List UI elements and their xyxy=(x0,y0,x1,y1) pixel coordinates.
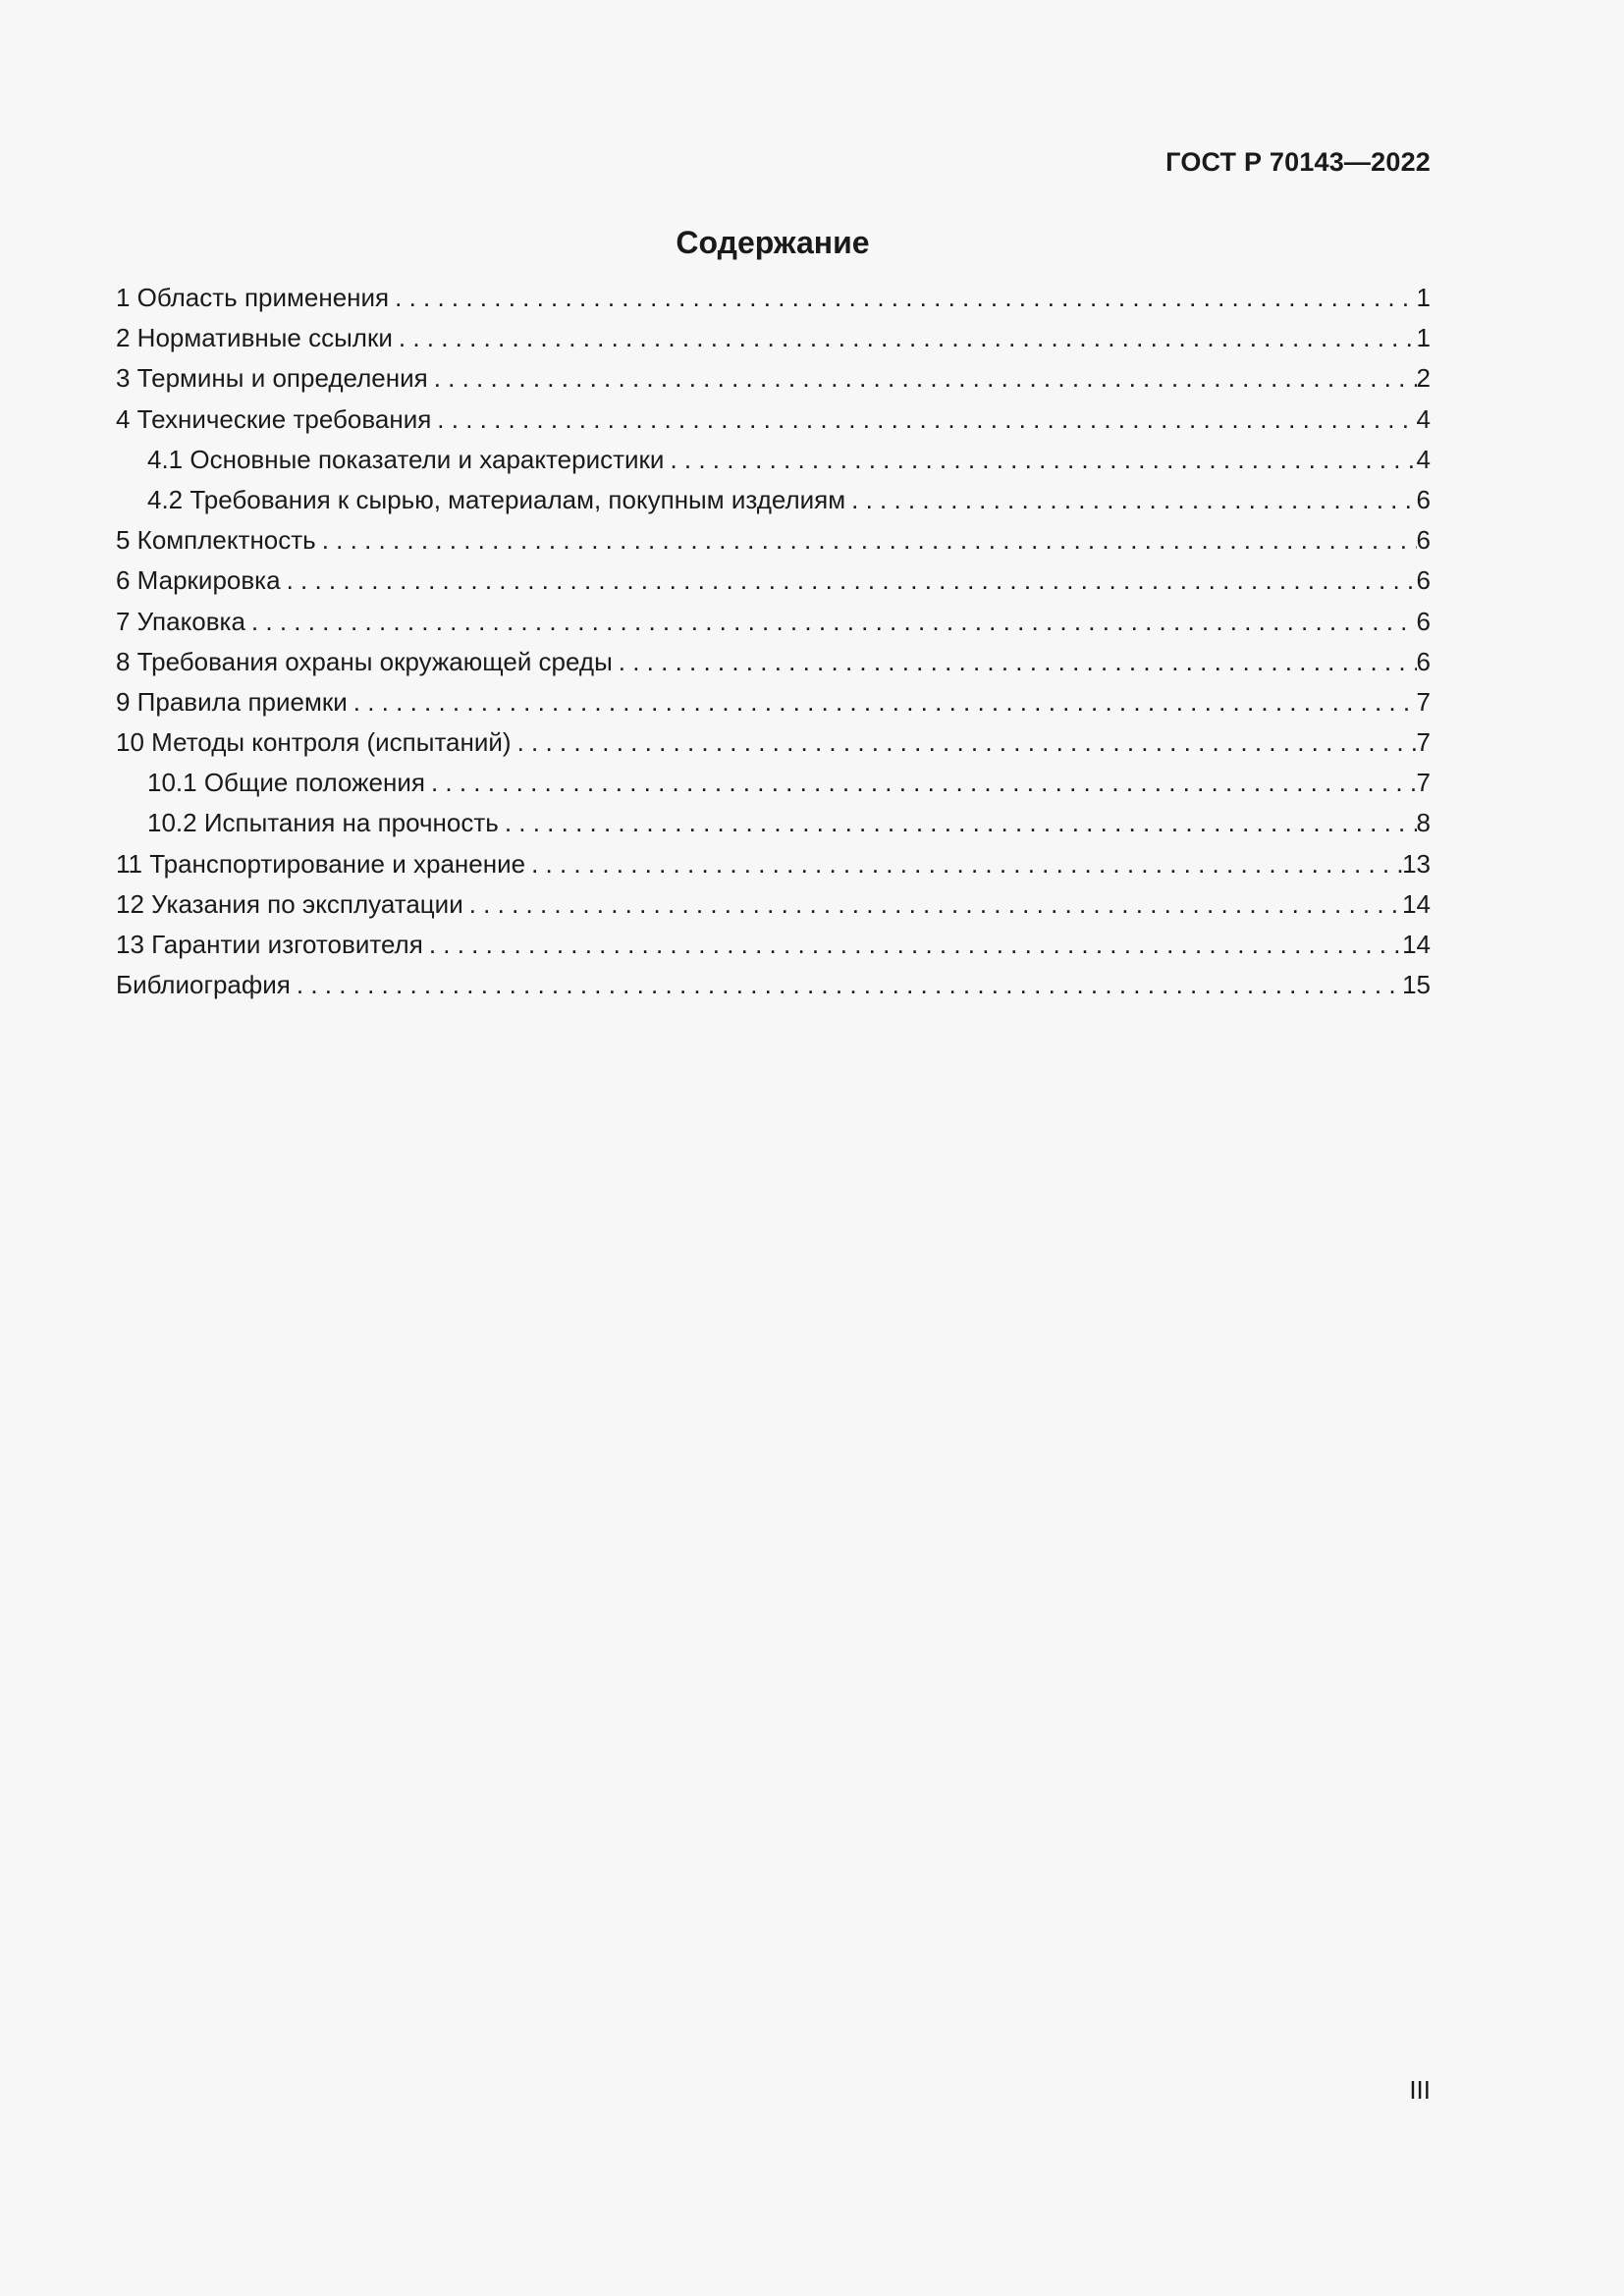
toc-leader-dots xyxy=(463,889,1402,920)
toc-entry[interactable] xyxy=(116,727,1431,768)
toc-leader-dots xyxy=(425,768,1417,798)
toc-entry[interactable] xyxy=(116,607,1431,647)
toc-entry-label: 4 Технические требования xyxy=(116,403,432,434)
toc-entry-page: 15 xyxy=(1402,970,1431,1000)
toc-entry[interactable] xyxy=(116,849,1431,889)
toc-leader-dots xyxy=(664,445,1416,475)
toc-entry-page: 7 xyxy=(1416,768,1431,798)
toc-leader-dots xyxy=(512,727,1417,758)
table-of-contents xyxy=(116,283,1431,1010)
toc-leader-dots xyxy=(281,565,1417,596)
page-number: III xyxy=(1409,2075,1431,2105)
toc-subentry[interactable] xyxy=(116,768,1431,808)
toc-entry-label: 7 Упаковка xyxy=(116,606,245,636)
toc-entry-label: 10 Методы контроля (испытаний) xyxy=(116,727,512,758)
toc-leader-dots xyxy=(525,849,1402,880)
toc-entry-label: 12 Указания по эксплуатации xyxy=(116,888,463,919)
toc-entry[interactable] xyxy=(116,363,1431,403)
toc-entry-label: 2 Нормативные ссылки xyxy=(116,323,393,353)
toc-leader-dots xyxy=(245,607,1417,637)
toc-entry-page: 6 xyxy=(1416,646,1431,676)
toc-entry-label: Библиография xyxy=(116,970,291,1000)
toc-leader-dots xyxy=(348,687,1417,718)
toc-leader-dots xyxy=(499,808,1417,838)
toc-title: Содержание xyxy=(676,225,870,260)
toc-entry-page: 6 xyxy=(1416,565,1431,596)
toc-entry-page: 14 xyxy=(1402,930,1431,959)
toc-leader-dots xyxy=(845,485,1416,515)
toc-entry-label: 9 Правила приемки xyxy=(116,686,348,717)
toc-entry[interactable] xyxy=(116,283,1431,323)
toc-entry-page: 8 xyxy=(1416,808,1431,838)
toc-entry[interactable] xyxy=(116,970,1431,1010)
toc-entry-label: 11 Транспортирование и хранение xyxy=(116,848,526,879)
toc-entry-label: 5 Комплектность xyxy=(116,525,316,556)
toc-entry-label: 4.2 Требования к сырью, материалам, покупным изделиям xyxy=(147,484,846,514)
toc-leader-dots xyxy=(613,647,1417,677)
toc-entry-label: 8 Требования охраны окружающей среды xyxy=(116,646,613,676)
toc-entry[interactable] xyxy=(116,323,1431,363)
toc-entry[interactable] xyxy=(116,930,1431,970)
toc-entry[interactable] xyxy=(116,889,1431,930)
toc-entry-page: 4 xyxy=(1416,444,1431,474)
toc-entry-page: 14 xyxy=(1402,888,1431,919)
document-code: ГОСТ Р 70143—2022 xyxy=(1165,147,1431,177)
toc-entry-label: 6 Маркировка xyxy=(116,565,281,596)
toc-entry[interactable] xyxy=(116,404,1431,445)
toc-entry-label: 3 Термины и определения xyxy=(116,363,428,394)
toc-entry-label: 4.1 Основные показатели и характеристики xyxy=(147,444,665,474)
toc-entry-page: 6 xyxy=(1416,525,1431,556)
toc-leader-dots xyxy=(431,404,1416,435)
toc-subentry[interactable] xyxy=(116,445,1431,485)
toc-entry[interactable] xyxy=(116,525,1431,565)
toc-entry-label: 10.1 Общие положения xyxy=(147,768,425,798)
toc-entry-label: 1 Область применения xyxy=(116,283,390,312)
toc-entry-label: 10.2 Испытания на прочность xyxy=(147,808,499,838)
toc-entry-label: 13 Гарантии изготовителя xyxy=(116,930,423,959)
toc-leader-dots xyxy=(389,283,1416,313)
toc-leader-dots xyxy=(428,363,1417,394)
toc-entry-page: 1 xyxy=(1416,283,1431,312)
toc-entry-page: 7 xyxy=(1416,686,1431,717)
toc-leader-dots xyxy=(393,323,1417,353)
toc-subentry[interactable] xyxy=(116,485,1431,525)
toc-entry-page: 6 xyxy=(1416,484,1431,514)
toc-entry-page: 6 xyxy=(1416,606,1431,636)
toc-entry[interactable] xyxy=(116,687,1431,727)
toc-entry-page: 2 xyxy=(1416,363,1431,394)
toc-leader-dots xyxy=(291,970,1402,1000)
toc-entry[interactable] xyxy=(116,647,1431,687)
toc-subentry[interactable] xyxy=(116,808,1431,848)
toc-entry-page: 4 xyxy=(1416,403,1431,434)
toc-entry-page: 7 xyxy=(1416,727,1431,758)
toc-entry-page: 13 xyxy=(1402,848,1431,879)
toc-leader-dots xyxy=(423,930,1402,960)
toc-entry[interactable] xyxy=(116,565,1431,606)
toc-leader-dots xyxy=(316,525,1417,556)
toc-entry-page: 1 xyxy=(1416,323,1431,353)
